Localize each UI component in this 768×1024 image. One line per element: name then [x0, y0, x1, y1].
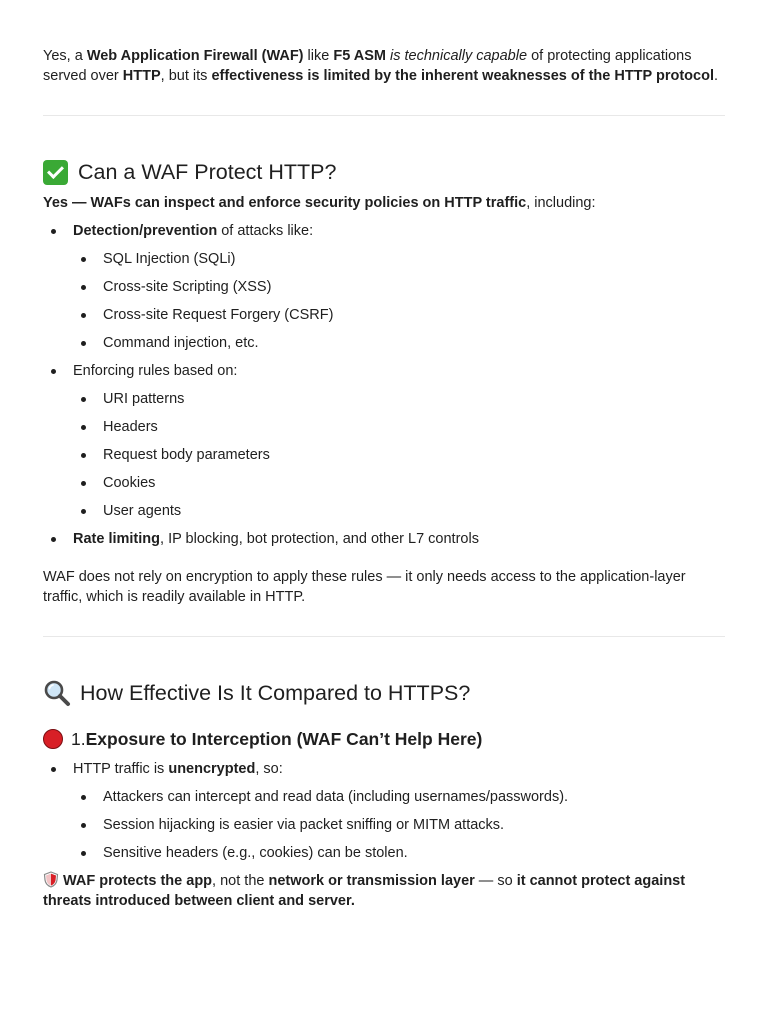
sub-list-item: User agents — [73, 501, 725, 521]
sub-list-item: Command injection, etc. — [73, 333, 725, 353]
shield-icon — [43, 871, 59, 888]
sub-bullet-list — [73, 787, 725, 863]
bullet-list — [43, 759, 725, 863]
sub-list-item: Cross-site Scripting (XSS) — [73, 277, 725, 297]
sub-list-item: Headers — [73, 417, 725, 437]
section-divider — [43, 115, 725, 116]
list-item — [43, 361, 725, 521]
list-item-bold: Detection/prevention — [73, 223, 218, 239]
lead-text: , including: — [526, 195, 596, 211]
sub-list-item: Request body parameters — [73, 445, 725, 465]
intro-text: . — [713, 68, 719, 84]
check-mark-icon — [43, 160, 68, 185]
intro-bold: HTTP — [122, 68, 161, 84]
intro-paragraph — [43, 46, 725, 86]
list-item — [43, 221, 725, 353]
sub-list-item: Attackers can intercept and read data (including usernames/passwords). — [73, 787, 725, 807]
intro-italic: is technically capable — [390, 48, 528, 64]
subsection-number: 1. — [71, 729, 86, 749]
section-divider — [43, 636, 725, 637]
section-heading-effectiveness — [43, 678, 725, 708]
sub-bullet-list — [73, 389, 725, 521]
list-item-text: of attacks like: — [217, 223, 314, 239]
red-circle-icon — [43, 729, 63, 749]
section1-lead — [43, 193, 725, 213]
sub-list-item: URI patterns — [73, 389, 725, 409]
intro-text: Yes, a — [43, 48, 87, 64]
list-item-text: Enforcing rules based on: — [73, 363, 238, 379]
sub-list-item: Session hijacking is easier via packet sniffing or MITM attacks. — [73, 815, 725, 835]
intro-bold: F5 ASM — [333, 48, 386, 64]
intro-text: , but its — [160, 68, 212, 84]
list-item — [43, 759, 725, 863]
section1-closing: WAF does not rely on encryption to apply these rules — it only needs access to the application-layer traffic, which is readily available in HTTP. — [43, 569, 686, 605]
list-item-bold: unencrypted — [168, 761, 256, 777]
note-text: — so — [474, 873, 517, 889]
note-bold: WAF protects the app — [63, 873, 213, 889]
magnifying-glass-icon — [43, 679, 71, 707]
note-bold: it cannot protect against threats introduced between client and server. — [43, 873, 686, 909]
note-bold: network or transmission layer — [268, 873, 475, 889]
section-heading-text: Can a WAF Protect HTTP? — [78, 160, 337, 184]
sub-list-item: SQL Injection (SQLi) — [73, 249, 725, 269]
section-heading-text: How Effective Is It Compared to HTTPS? — [80, 681, 471, 705]
list-item-text: HTTP traffic is — [73, 761, 169, 777]
subsection-heading-text: Exposure to Interception (WAF Can’t Help Here) — [85, 729, 483, 749]
bullet-list — [43, 221, 725, 549]
list-item-bold: Rate limiting — [73, 531, 161, 547]
intro-bold: effectiveness is limited by the inherent weaknesses of the HTTP protocol — [211, 68, 714, 84]
intro-bold: Web Application Firewall (WAF) — [86, 48, 304, 64]
list-item — [43, 529, 725, 549]
sub-bullet-list — [73, 249, 725, 353]
list-item-text: , so: — [255, 761, 283, 777]
lead-bold: Yes — WAFs can inspect and enforce security policies on HTTP traffic — [43, 195, 527, 211]
list-item-text: , IP blocking, bot protection, and other L7 controls — [160, 531, 479, 547]
sub-list-item: Cross-site Request Forgery (CSRF) — [73, 305, 725, 325]
subsection-heading-interception — [43, 726, 725, 752]
section-heading-waf-protect — [43, 157, 725, 187]
note-text: , not the — [212, 873, 269, 889]
intro-text: like — [303, 48, 334, 64]
sub-list-item: Cookies — [73, 473, 725, 493]
waf-note — [43, 871, 725, 911]
sub-list-item: Sensitive headers (e.g., cookies) can be stolen. — [73, 843, 725, 863]
intro-text: of protecting applications served over — [43, 48, 692, 84]
